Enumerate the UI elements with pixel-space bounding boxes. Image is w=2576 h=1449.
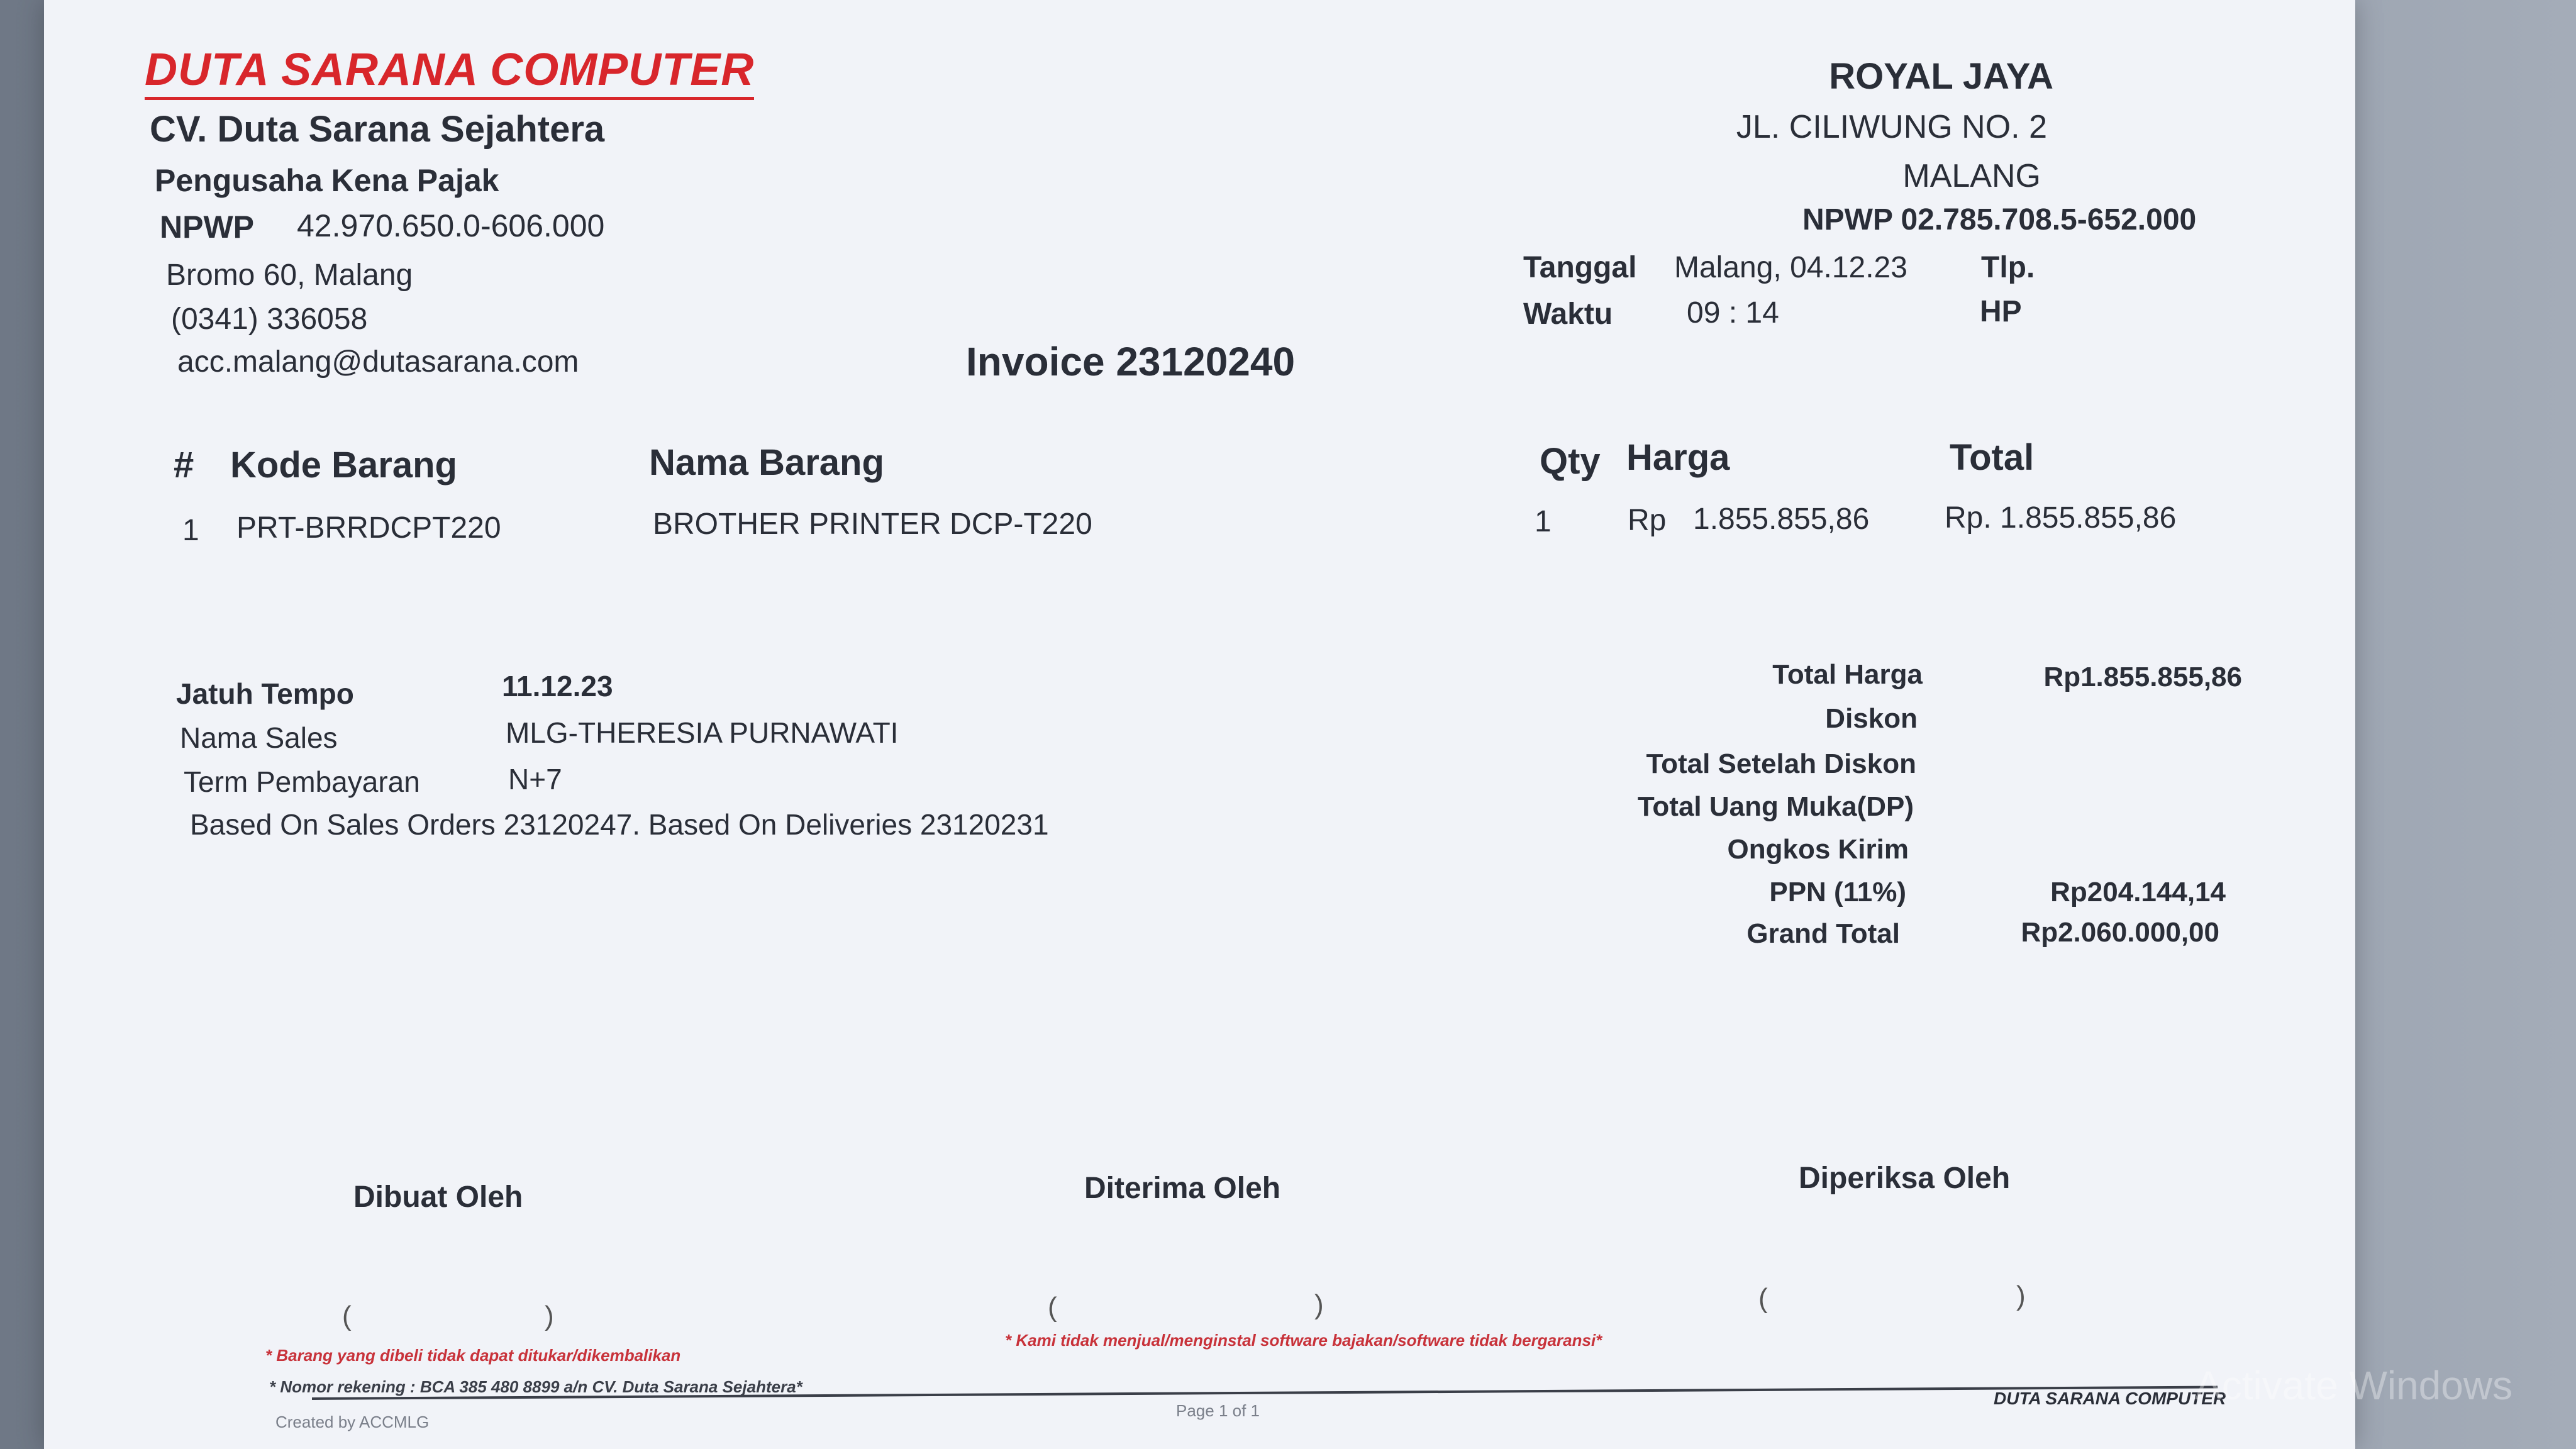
uang-muka-label: Total Uang Muka(DP) <box>1637 791 1914 822</box>
col-header-qty: Qty <box>1540 441 1601 482</box>
grand-total-label: Grand Total <box>1746 918 1900 949</box>
footer-logo: DUTA SARANA COMPUTER <box>1994 1389 2226 1408</box>
customer-address-line1: JL. CILIWUNG NO. 2 <box>1736 109 2047 145</box>
tanggal-label: Tanggal <box>1523 251 1637 284</box>
jatuh-tempo-label: Jatuh Tempo <box>176 677 354 710</box>
total-harga-value: Rp1.855.855,86 <box>2043 662 2242 692</box>
signature-diperiksa-close: ) <box>2016 1280 2026 1311</box>
customer-address-line2: MALANG <box>1902 158 2041 194</box>
row-qty: 1 <box>1535 505 1552 538</box>
hp-label: HP <box>1980 295 2022 328</box>
tlp-label: Tlp. <box>1981 251 2035 284</box>
ppn-label: PPN (11%) <box>1769 877 1906 908</box>
term-label: Term Pembayaran <box>184 765 420 798</box>
signature-diterima-open: ( <box>1048 1292 1057 1323</box>
signature-diterima-label: Diterima Oleh <box>1084 1172 1281 1205</box>
signature-dibuat-open: ( <box>342 1301 352 1331</box>
row-no: 1 <box>182 514 199 547</box>
grand-total-value: Rp2.060.000,00 <box>2021 917 2219 948</box>
seller-npwp: 42.970.650.0-606.000 <box>297 208 605 243</box>
sales-value: MLG-THERESIA PURNAWATI <box>506 716 899 749</box>
row-harga: 1.855.855,86 <box>1693 502 1870 536</box>
ppn-value: Rp204.144,14 <box>2050 877 2226 908</box>
signature-diperiksa-open: ( <box>1758 1283 1768 1314</box>
setelah-diskon-label: Total Setelah Diskon <box>1646 748 1916 779</box>
activate-windows-watermark: Activate Windows <box>2195 1363 2513 1408</box>
row-harga-currency: Rp <box>1628 504 1667 537</box>
col-header-total: Total <box>1950 437 2035 478</box>
seller-company: CV. Duta Sarana Sejahtera <box>150 109 605 150</box>
row-total: Rp. 1.855.855,86 <box>1945 501 2177 535</box>
sales-label: Nama Sales <box>180 721 338 754</box>
row-nama: BROTHER PRINTER DCP-T220 <box>653 508 1092 541</box>
ongkos-kirim-label: Ongkos Kirim <box>1727 834 1909 865</box>
col-header-no: # <box>174 445 194 486</box>
page-number: Page 1 of 1 <box>1176 1401 1260 1420</box>
invoice-title: Invoice 23120240 <box>966 339 1296 384</box>
waktu-label: Waktu <box>1523 297 1613 331</box>
term-value: N+7 <box>508 763 562 796</box>
note-no-return: * Barang yang dibeli tidak dapat ditukar/dikembalikan <box>265 1346 681 1365</box>
total-harga-label: Total Harga <box>1772 659 1923 690</box>
signature-diperiksa-label: Diperiksa Oleh <box>1799 1162 2011 1195</box>
col-header-nama: Nama Barang <box>649 442 884 483</box>
signature-dibuat-label: Dibuat Oleh <box>353 1180 523 1214</box>
seller-npwp-label: NPWP <box>160 209 254 245</box>
diskon-label: Diskon <box>1825 703 1918 734</box>
invoice-document <box>44 0 2355 1449</box>
col-header-harga: Harga <box>1626 437 1730 478</box>
created-by: Created by ACCMLG <box>275 1413 430 1431</box>
customer-npwp: NPWP 02.785.708.5-652.000 <box>1802 203 2197 236</box>
seller-address: Bromo 60, Malang <box>166 258 413 292</box>
col-header-kode: Kode Barang <box>230 445 457 486</box>
signature-diterima-close: ) <box>1314 1289 1324 1320</box>
seller-phone: (0341) 336058 <box>171 303 368 336</box>
waktu-value: 09 : 14 <box>1687 296 1779 330</box>
seller-tax-status: Pengusaha Kena Pajak <box>155 163 499 198</box>
based-on-note: Based On Sales Orders 23120247. Based On Deliveries 23120231 <box>190 808 1049 841</box>
note-rekening: * Nomor rekening : BCA 385 480 8899 a/n CV. Duta Sarana Sejahtera* <box>269 1377 802 1396</box>
row-kode: PRT-BRRDCPT220 <box>236 511 501 545</box>
customer-name: ROYAL JAYA <box>1829 56 2053 97</box>
signature-dibuat-close: ) <box>545 1301 554 1331</box>
jatuh-tempo-value: 11.12.23 <box>502 670 613 702</box>
tanggal-value: Malang, 04.12.23 <box>1674 251 1907 284</box>
seller-email: acc.malang@dutasarana.com <box>177 345 579 379</box>
note-software: * Kami tidak menjual/menginstal software bajakan/software tidak bergaransi* <box>1005 1331 1602 1350</box>
seller-logo: DUTA SARANA COMPUTER <box>145 44 754 100</box>
